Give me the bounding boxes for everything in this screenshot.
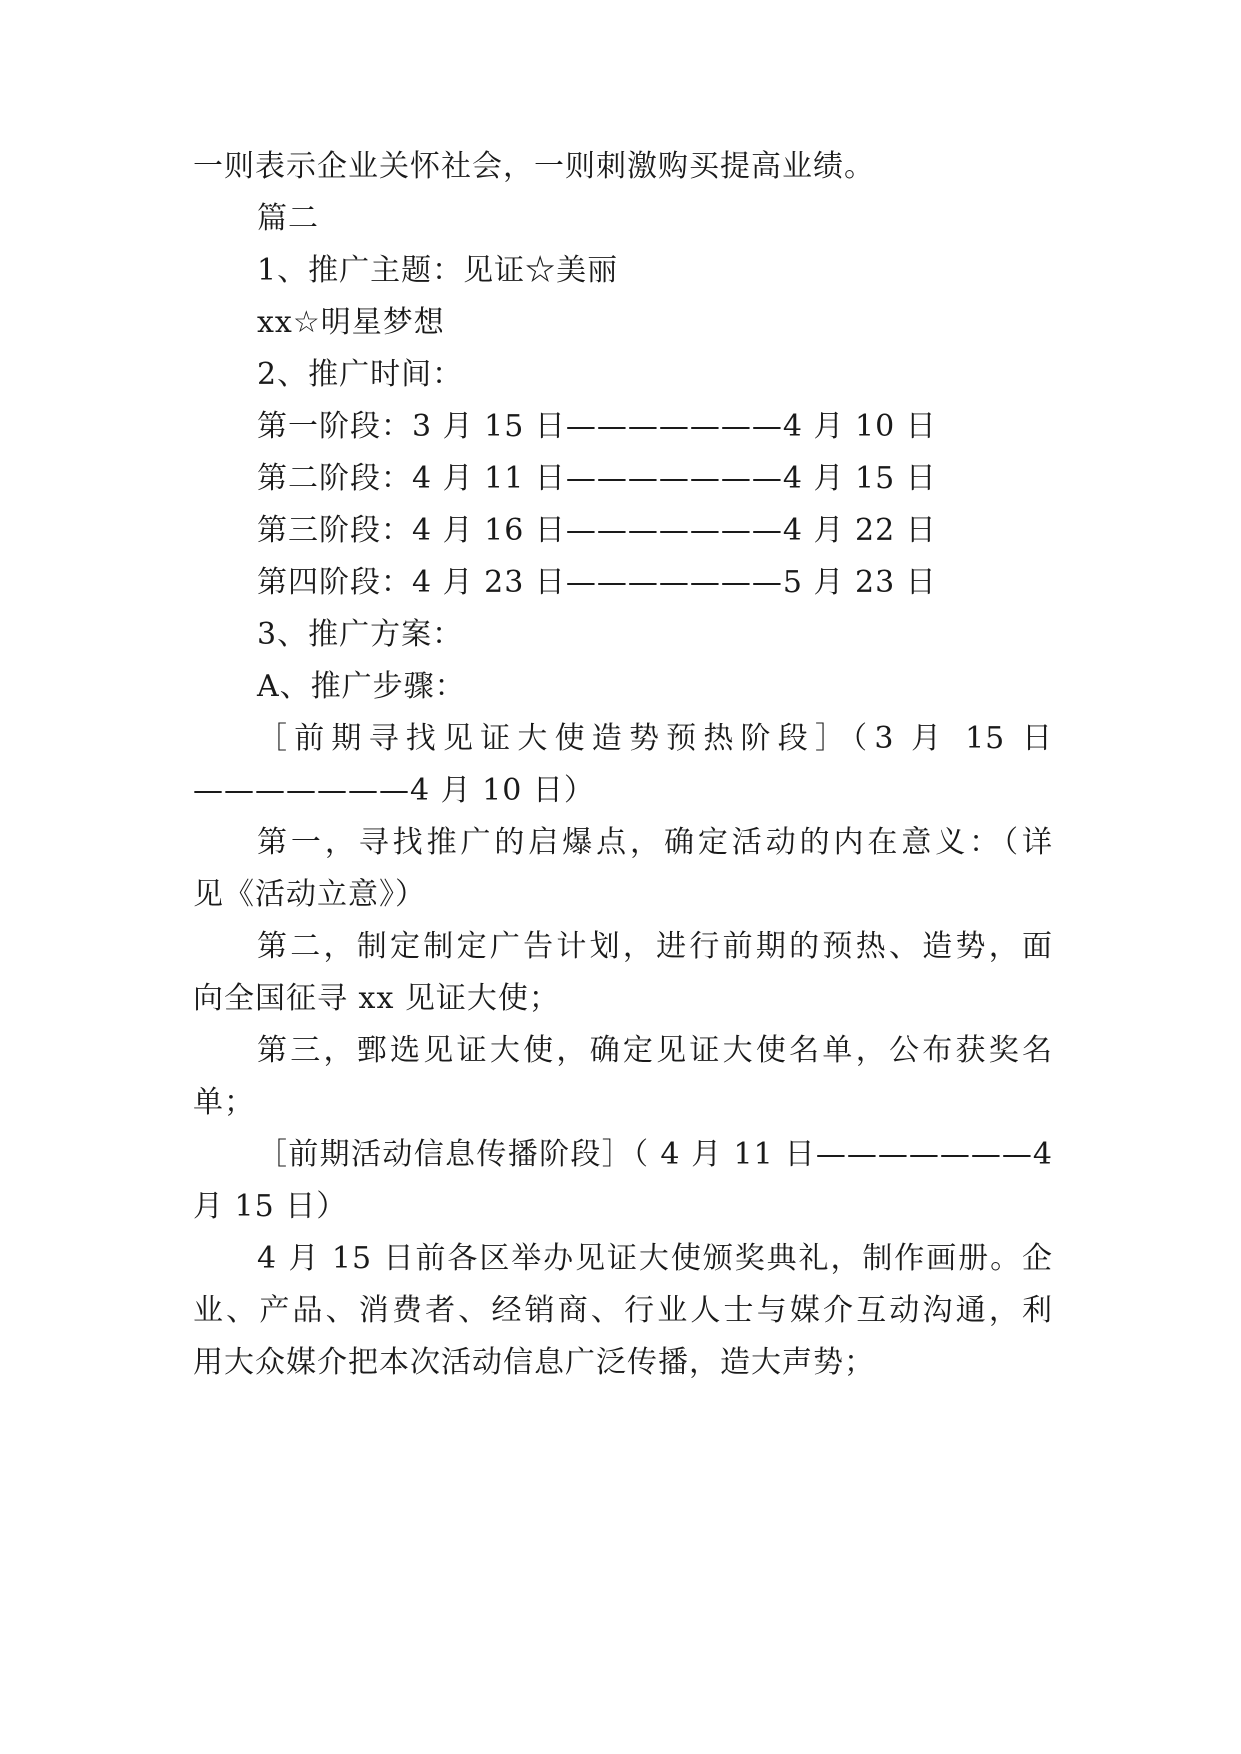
paragraph-line: 第一，寻找推广的启爆点，确定活动的内在意义：（详 — [257, 825, 1053, 860]
paragraph-line: 用大众媒介把本次活动信息广泛传播，造大声势； — [193, 1345, 875, 1380]
paragraph-line: ［前期寻找见证大使造势预热阶段］（3 月 15 日 — [257, 721, 1053, 756]
paragraph-line: 3、推广方案： — [257, 617, 464, 652]
paragraph-line: 单； — [193, 1085, 255, 1120]
paragraph-line: ———————4 月 10 日） — [193, 773, 595, 808]
paragraph-line: 第二阶段：4 月 11 日———————4 月 15 日 — [257, 461, 937, 496]
paragraph-line: 4 月 15 日前各区举办见证大使颁奖典礼，制作画册。企 — [257, 1241, 1053, 1276]
paragraph-line: 第四阶段：4 月 23 日———————5 月 23 日 — [257, 565, 937, 600]
paragraph-line: 第一阶段：3 月 15 日———————4 月 10 日 — [257, 409, 937, 444]
paragraph-line: 第三阶段：4 月 16 日———————4 月 22 日 — [257, 513, 937, 548]
paragraph-line: A、推广步骤： — [257, 669, 466, 704]
paragraph-line: ［前期活动信息传播阶段］（ 4 月 11 日———————4 — [257, 1137, 1053, 1172]
paragraph-line: 见《活动立意》） — [193, 877, 426, 912]
paragraph-line: 向全国征寻 xx 见证大使； — [193, 981, 560, 1016]
paragraph-line: 业、产品、消费者、经销商、行业人士与媒介互动沟通，利 — [193, 1293, 1053, 1328]
paragraph-line: 2、推广时间： — [257, 357, 464, 392]
paragraph-line: 第三，鄄选见证大使，确定见证大使名单，公布获奖名 — [257, 1033, 1053, 1068]
paragraph-line: 1、推广主题：见证☆美丽 — [257, 253, 619, 288]
paragraph-line: 一则表示企业关怀社会，一则刺激购买提高业绩。 — [193, 149, 875, 184]
section-heading: 篇二 — [257, 201, 319, 236]
paragraph-line: 第二，制定制定广告计划，进行前期的预热、造势，面 — [257, 929, 1053, 964]
paragraph-line: 月 15 日） — [193, 1189, 348, 1224]
paragraph-line: xx☆明星梦想 — [257, 305, 445, 340]
